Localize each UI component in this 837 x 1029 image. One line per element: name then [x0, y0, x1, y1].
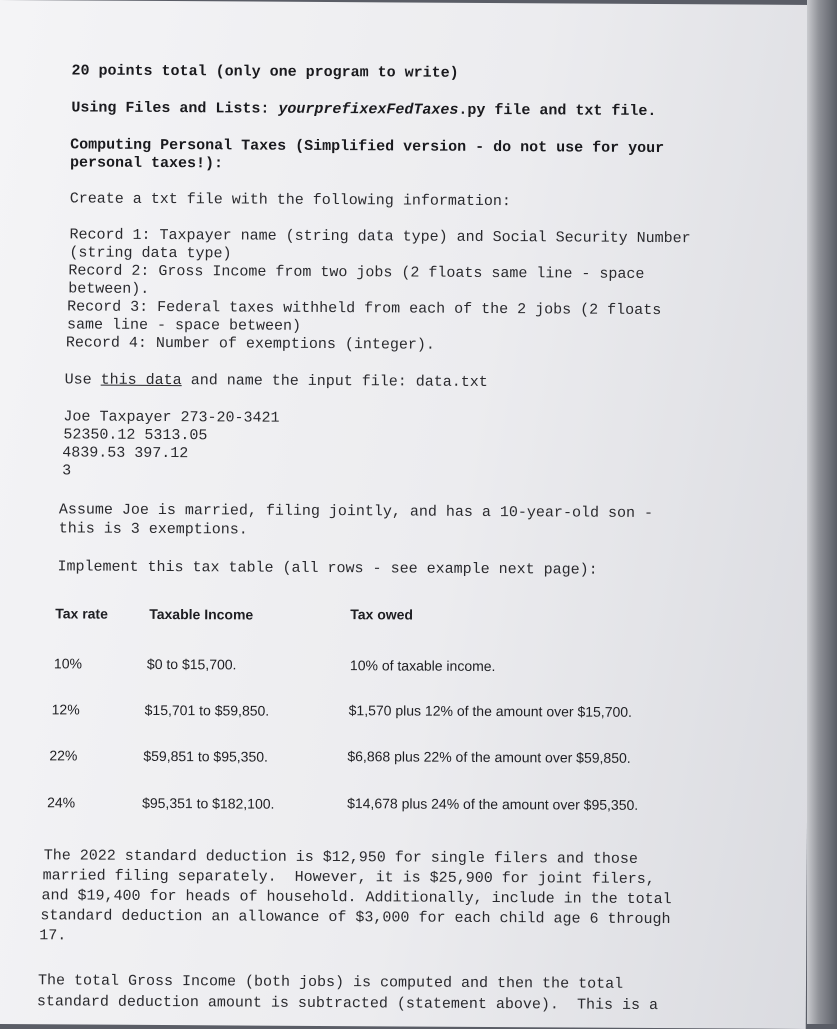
data-file-line3: 4839.53 397.12 — [62, 444, 189, 463]
files-heading-filename: yourprefixexFedTaxes — [278, 100, 459, 119]
tax-row-income: $15,701 to $59,850. — [144, 701, 270, 719]
record4-line: Record 4: Number of exemptions (integer). — [65, 334, 436, 354]
record1-line2: (string data type) — [69, 244, 232, 263]
gross-line1: The total Gross Income (both jobs) is computed and then the total — [37, 972, 624, 993]
files-heading-suffix: .py file and txt file. — [458, 101, 657, 121]
deduction-line4: standard deduction an allowance of $3,000 for each child age 6 through — [40, 907, 671, 929]
tax-row-income: $95,351 to $182,100. — [142, 794, 275, 812]
deduction-line3: and $19,400 for heads of household. Additionally, include in the total — [41, 887, 672, 909]
use-data-line — [65, 371, 488, 391]
record2-line1: Record 2: Gross Income from two jobs (2 floats same line - space — [68, 262, 645, 283]
record3-line2: same line - space between) — [66, 316, 302, 335]
tax-row-owed: 10% of taxable income. — [349, 657, 496, 675]
tax-row-owed: $6,868 plus 22% of the amount over $59,850. — [347, 748, 631, 766]
use-data-suffix: and name the input file: data.txt — [181, 372, 488, 391]
deduction-line5: 17. — [39, 927, 67, 945]
tax-row-rate: 10% — [53, 655, 83, 672]
data-file-line4: 3 — [62, 462, 72, 480]
tax-row-rate: 24% — [47, 794, 76, 811]
deduction-line1: The 2022 standard deduction is $12,950 for single filers and those — [43, 847, 638, 868]
use-data-prefix: Use — [64, 371, 101, 389]
this-data-link[interactable]: this data — [100, 371, 182, 390]
tax-row-owed: $14,678 plus 24% of the amount over $95,350. — [347, 795, 639, 813]
tax-table-header-owed: Tax owed — [350, 606, 414, 623]
computing-heading-line2: personal taxes!): — [69, 154, 224, 173]
implement-line: Implement this tax table (all rows - see example next page): — [57, 558, 598, 579]
points-heading: 20 points total (only one program to write) — [71, 62, 459, 82]
tax-row-income: $59,851 to $95,350. — [143, 747, 268, 765]
record2-line2: between). — [68, 280, 150, 298]
create-instruction: Create a txt file with the following information: — [69, 190, 511, 211]
record1-line1: Record 1: Taxpayer name (string data type) and Social Security Number — [69, 226, 691, 248]
files-heading — [71, 99, 656, 120]
files-heading-prefix: Using Files and Lists: — [71, 99, 279, 118]
tax-row-rate: 12% — [51, 701, 80, 718]
desk-background — [807, 0, 837, 1024]
record3-line1: Record 3: Federal taxes withheld from each of the 2 jobs (2 floats — [67, 298, 662, 320]
tax-row-owed: $1,570 plus 12% of the amount over $15,700. — [348, 702, 633, 720]
tax-table-header-rate: Tax rate — [55, 605, 108, 622]
tax-row-income: $0 to $15,700. — [146, 655, 237, 673]
gross-line2: standard deduction amount is subtracted (statement above). This is a — [36, 993, 659, 1015]
tax-row-rate: 22% — [49, 747, 78, 764]
data-file-line1: Joe Taxpayer 273-20-3421 — [63, 408, 280, 427]
assumption-line1: Assume Joe is married, filing jointly, and has a 10-year-old son - — [58, 501, 654, 522]
assumption-line2: this is 3 exemptions. — [58, 520, 248, 539]
computing-heading-line1: Computing Personal Taxes (Simplified version - do not use for your — [70, 136, 665, 158]
tax-table-header-income: Taxable Income — [149, 605, 254, 623]
data-file-line2: 52350.12 5313.05 — [63, 426, 208, 445]
deduction-line2: married filing separately. However, it is $25,900 for joint filers, — [42, 867, 655, 889]
